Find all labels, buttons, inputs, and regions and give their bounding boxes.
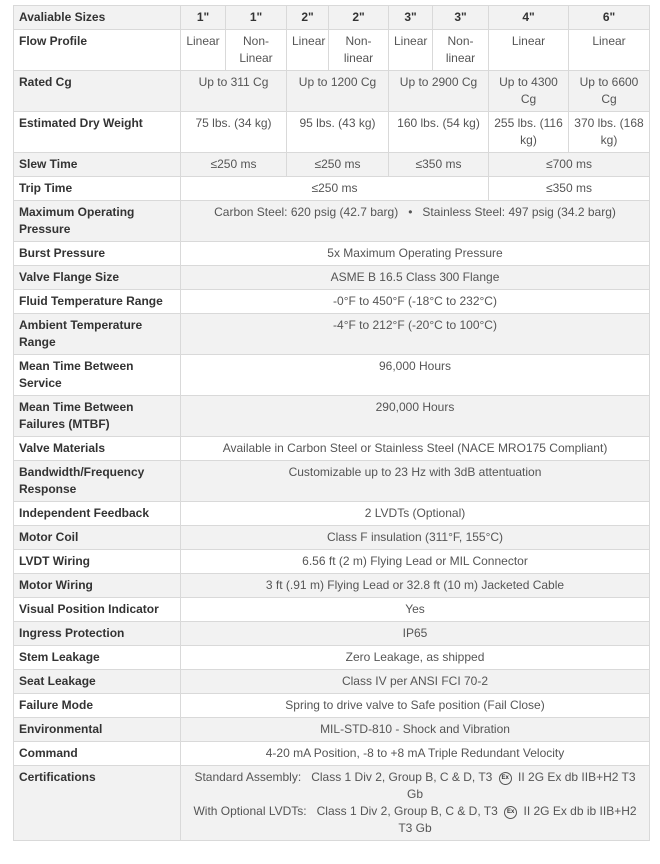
slew-time-cell: ≤250 ms [181,153,287,177]
rated-cg-cell: Up to 1200 Cg [287,71,389,112]
spec-row-value: Customizable up to 23 Hz with 3dB attentuation [181,461,650,502]
flow-profile-cell: Linear [489,30,569,71]
spec-row-value: Available in Carbon Steel or Stainless Steel (NACE MRO175 Compliant) [181,437,650,461]
cert-standard-prefix: Standard Assembly: [194,770,302,784]
spec-table [13,5,650,841]
atex-ex-icon: Ex [499,772,512,785]
spec-row-value: 6.56 ft (2 m) Flying Lead or MIL Connector [181,550,650,574]
cert-optional-ex: II 2G Ex db ib IIB+H2 T3 Gb [398,804,637,835]
trip-time-row [14,177,650,201]
spec-row-label: Motor Coil [14,526,181,550]
spec-row [14,396,650,437]
flow-profile-cell: Linear [389,30,433,71]
spec-row [14,290,650,314]
flow-profile-cell: Non-linear [433,30,489,71]
spec-row-value: Yes [181,598,650,622]
trip-time-cell: ≤250 ms [181,177,489,201]
spec-row [14,622,650,646]
atex-ex-icon: Ex [504,806,517,819]
spec-row-value: Spring to drive valve to Safe position (Fail Close) [181,694,650,718]
dry-weight-cell: 95 lbs. (43 kg) [287,112,389,153]
spec-row-label: Mean Time Between Service [14,355,181,396]
spec-row [14,355,650,396]
spec-row-label: Bandwidth/Frequency Response [14,461,181,502]
slew-time-cell: ≤250 ms [287,153,389,177]
spec-row-label: Motor Wiring [14,574,181,598]
cert-standard-class: Class 1 Div 2, Group B, C & D, T3 [311,770,493,784]
rated-cg-cell: Up to 311 Cg [181,71,287,112]
spec-row [14,314,650,355]
cert-standard-ex: II 2G Ex db IIB+H2 T3 Gb [406,770,636,801]
trip-time-cell: ≤350 ms [489,177,650,201]
spec-row [14,526,650,550]
size-cell: 4" [489,6,569,30]
cert-optional [186,803,644,837]
spec-row [14,598,650,622]
spec-row-label: Ambient Temperature Range [14,314,181,355]
spec-row [14,670,650,694]
trip-time-label: Trip Time [14,177,181,201]
spec-row [14,502,650,526]
certifications-label: Certifications [14,766,181,841]
cert-optional-prefix: With Optional LVDTs: [193,804,307,818]
spec-row-label: Valve Materials [14,437,181,461]
size-cell: 3" [433,6,489,30]
spec-row [14,266,650,290]
spec-row-label: Mean Time Between Failures (MTBF) [14,396,181,437]
flow-profile-cell: Linear [569,30,650,71]
spec-row-label: Ingress Protection [14,622,181,646]
spec-row [14,242,650,266]
spec-row-value: 290,000 Hours [181,396,650,437]
spec-row [14,718,650,742]
spec-row-value: -0°F to 450°F (-18°C to 232°C) [181,290,650,314]
slew-time-cell: ≤350 ms [389,153,489,177]
spec-row-label: Fluid Temperature Range [14,290,181,314]
slew-time-label: Slew Time [14,153,181,177]
spec-row-value: 3 ft (.91 m) Flying Lead or 32.8 ft (10 m) Jacketed Cable [181,574,650,598]
spec-row-value: Class F insulation (311°F, 155°C) [181,526,650,550]
dry-weight-label: Estimated Dry Weight [14,112,181,153]
spec-row-label: Command [14,742,181,766]
spec-row [14,437,650,461]
spec-row-value: Zero Leakage, as shipped [181,646,650,670]
spec-row [14,694,650,718]
spec-row-value: IP65 [181,622,650,646]
spec-row [14,742,650,766]
spec-row-label: Visual Position Indicator [14,598,181,622]
spec-row-value: 5x Maximum Operating Pressure [181,242,650,266]
spec-row-label: Valve Flange Size [14,266,181,290]
spec-row [14,201,650,242]
sizes-row [14,6,650,30]
size-cell: 1" [181,6,226,30]
rated-cg-cell: Up to 2900 Cg [389,71,489,112]
spec-row-value: 4-20 mA Position, -8 to +8 mA Triple Redundant Velocity [181,742,650,766]
flow-profile-cell: Linear [287,30,329,71]
spec-row [14,646,650,670]
spec-row [14,550,650,574]
spec-row-label: Stem Leakage [14,646,181,670]
flow-profile-cell: Non-Linear [226,30,287,71]
dry-weight-cell: 255 lbs. (116 kg) [489,112,569,153]
spec-row-label: Burst Pressure [14,242,181,266]
flow-profile-cell: Non-linear [329,30,389,71]
flow-profile-row [14,30,650,71]
dry-weight-cell: 160 lbs. (54 kg) [389,112,489,153]
size-cell: 2" [287,6,329,30]
cert-standard [186,769,644,803]
rated-cg-row [14,71,650,112]
size-cell: 6" [569,6,650,30]
spec-row-label: Seat Leakage [14,670,181,694]
spec-row-value: ASME B 16.5 Class 300 Flange [181,266,650,290]
dry-weight-cell: 370 lbs. (168 kg) [569,112,650,153]
slew-time-row [14,153,650,177]
size-cell: 1" [226,6,287,30]
spec-row-label: Failure Mode [14,694,181,718]
flow-profile-cell: Linear [181,30,226,71]
certifications-row [14,766,650,841]
sizes-label: Avaliable Sizes [14,6,181,30]
rated-cg-cell: Up to 6600 Cg [569,71,650,112]
spec-row [14,574,650,598]
size-cell: 3" [389,6,433,30]
spec-row-label: Independent Feedback [14,502,181,526]
dry-weight-cell: 75 lbs. (34 kg) [181,112,287,153]
rated-cg-label: Rated Cg [14,71,181,112]
rated-cg-cell: Up to 4300 Cg [489,71,569,112]
spec-row-label: Environmental [14,718,181,742]
spec-row-value: MIL-STD-810 - Shock and Vibration [181,718,650,742]
dry-weight-row [14,112,650,153]
flow-profile-label: Flow Profile [14,30,181,71]
spec-row [14,461,650,502]
spec-row-value: Carbon Steel: 620 psig (42.7 barg) • Stainless Steel: 497 psig (34.2 barg) [181,201,650,242]
spec-row-value: Class IV per ANSI FCI 70-2 [181,670,650,694]
spec-row-value: 96,000 Hours [181,355,650,396]
spec-row-value: 2 LVDTs (Optional) [181,502,650,526]
slew-time-cell: ≤700 ms [489,153,650,177]
cert-optional-class: Class 1 Div 2, Group B, C & D, T3 [316,804,498,818]
spec-row-label: Maximum Operating Pressure [14,201,181,242]
certifications-cell [181,766,650,841]
spec-row-label: LVDT Wiring [14,550,181,574]
size-cell: 2" [329,6,389,30]
spec-row-value: -4°F to 212°F (-20°C to 100°C) [181,314,650,355]
